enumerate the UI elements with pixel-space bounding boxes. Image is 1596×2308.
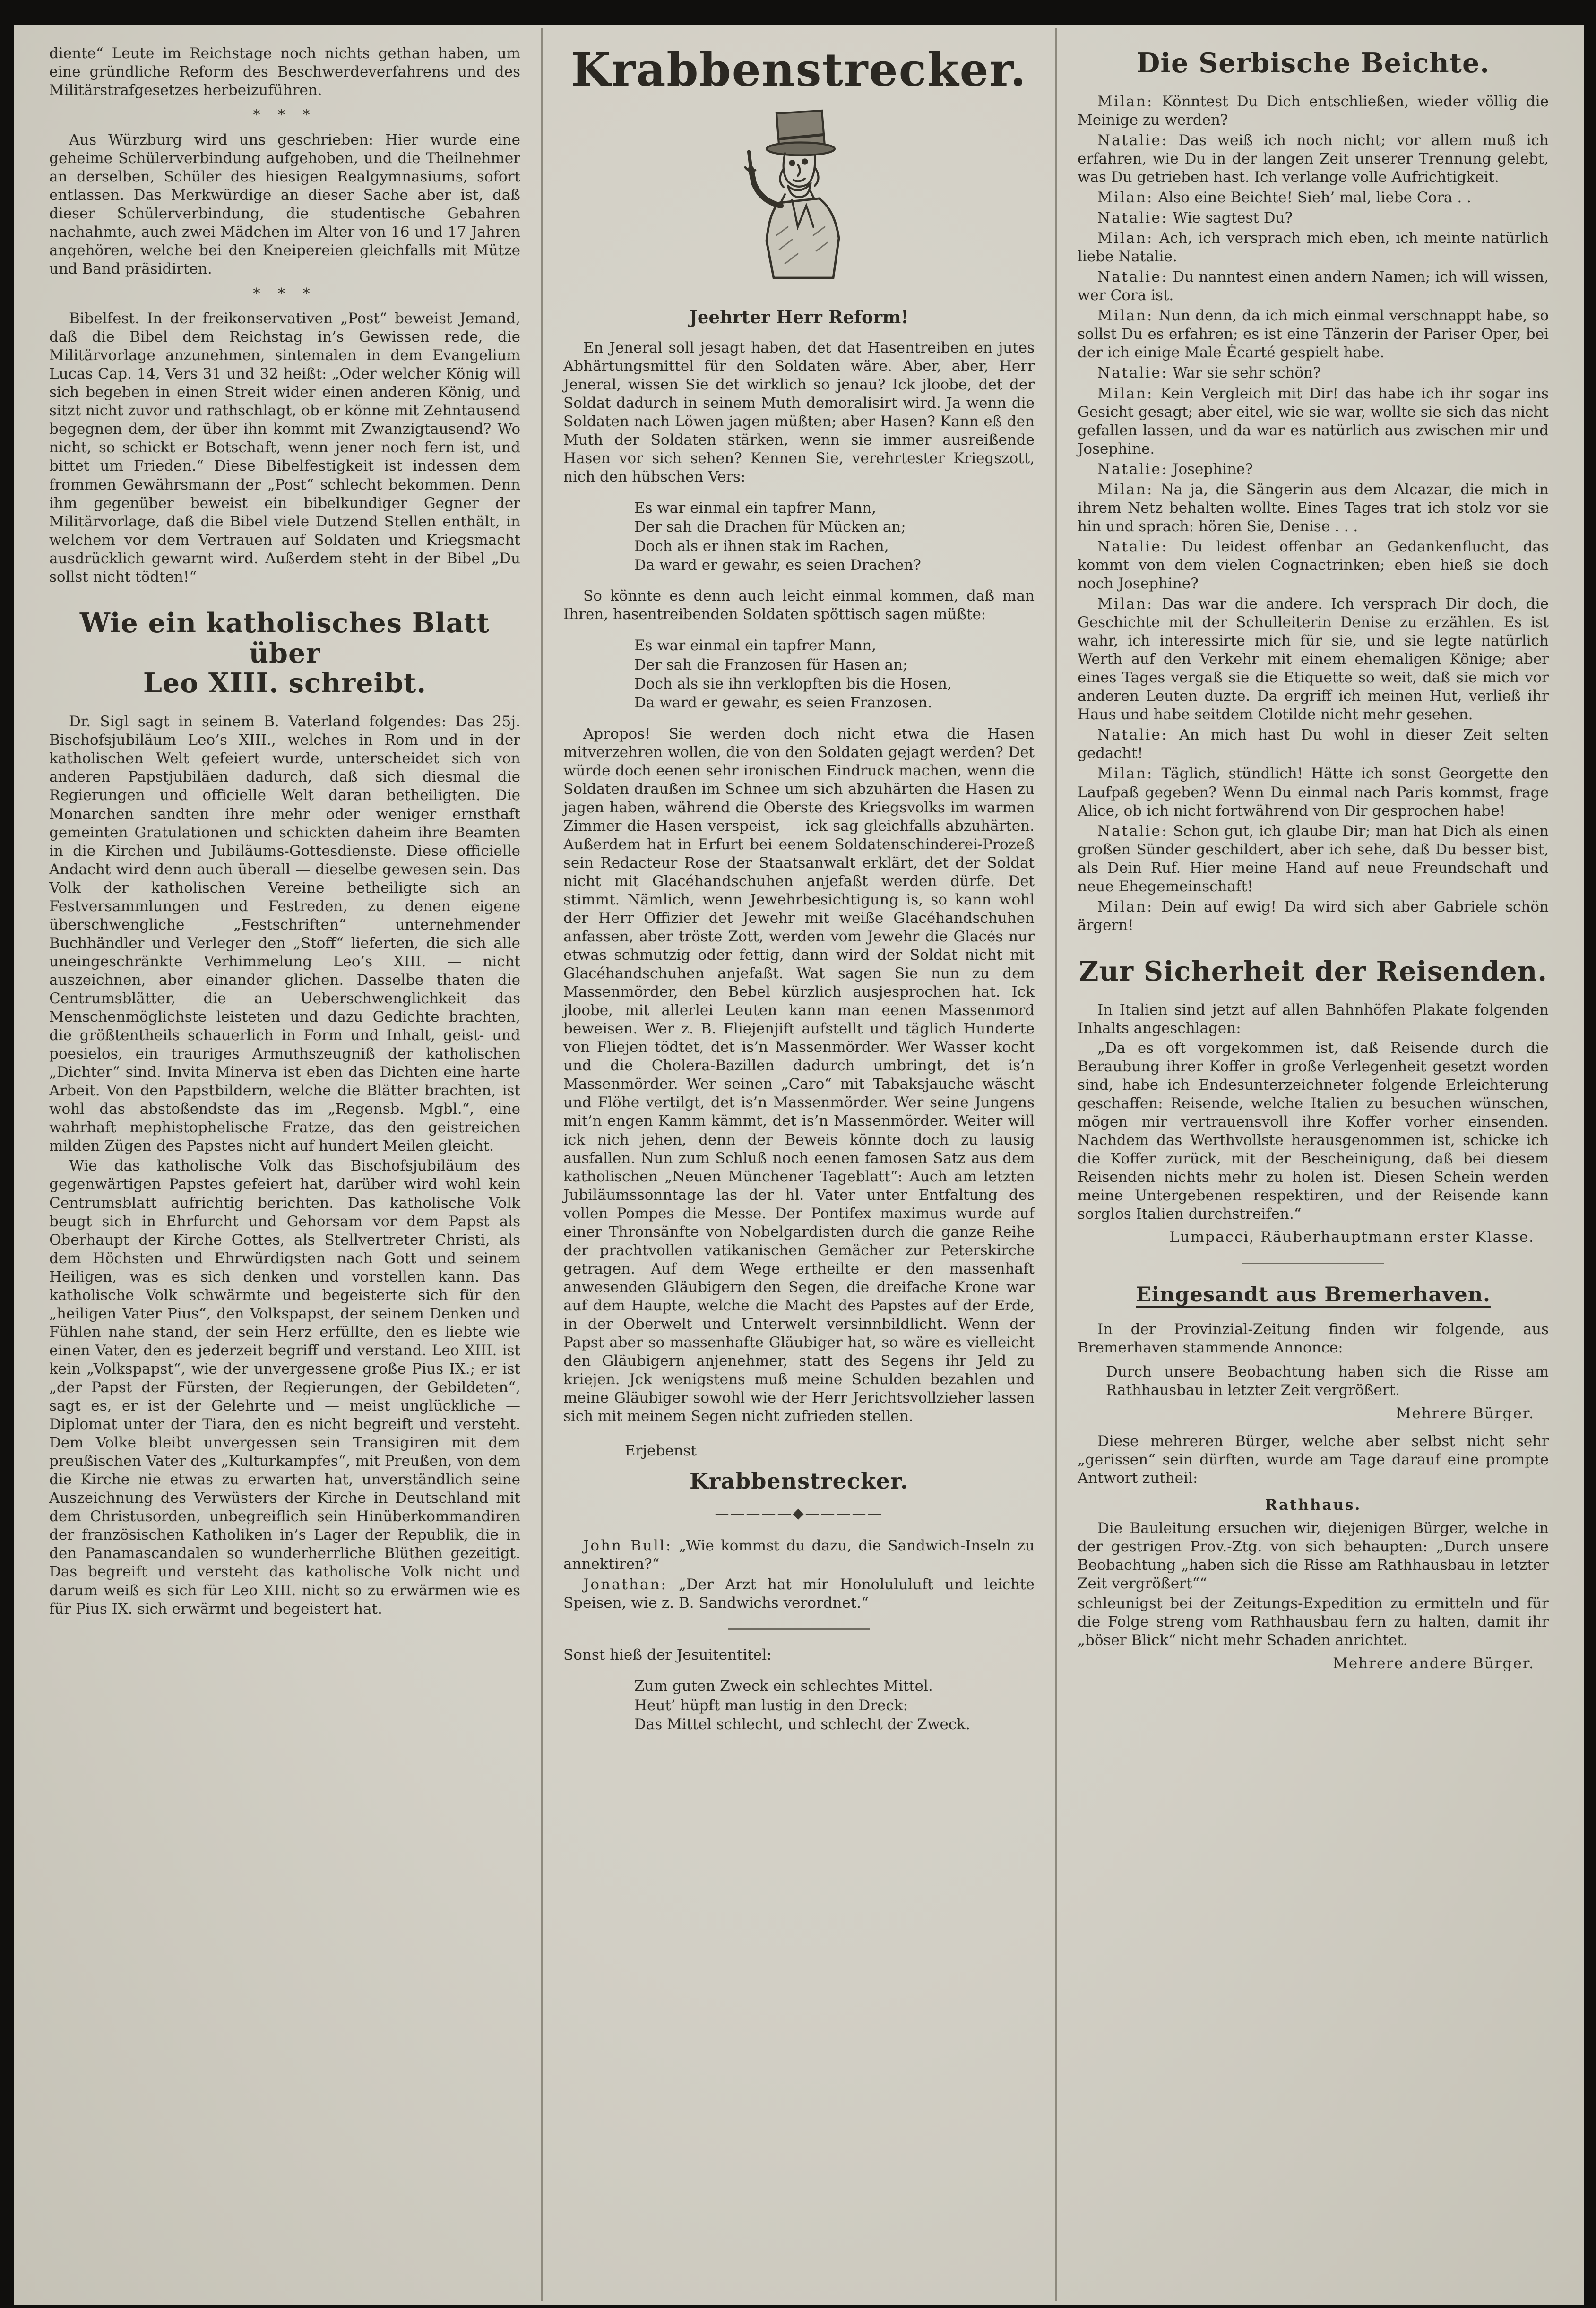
joke-paragraph: [563, 1537, 1035, 1574]
asterism-separator: * * *: [253, 107, 317, 124]
paragraph: Bibelfest. In der freikonservativen „Post“ beweist Jemand, daß die Bibel dem Reichstag in’s Gewissen rede, die Militärvorlage anzunehmen, sintemalen in dem Evangelium Lucas Cap. 14, Vers 31 und 32 heißt: „Oder welcher König will sich begeben in einen Streit wider einen anderen König, und sitzt nicht zuvor und rathschlagt, ob er könne mit Zehntausend begegnen dem, der über ihn kommt mit Zwanzigtausend? Wo nicht, so schickt er Botschaft, wenn jener noch fern ist, und bittet um Frieden.“ Diese Bibelfestigkeit ist indessen dem frommen Gewährsmann der „Post“ schlecht bekommen. Denn ihm gegenüber beweist ein bibelkundiger Gegner der Militärvorlage, daß die Bibel viele Dutzend Stellen enthält, in welchem vor dem Vertrauen auf Soldaten und Kriegsmacht ausdrücklich gewarnt wird. Außerdem steht in der Bibel „Du sollst nicht tödten!“: [49, 310, 520, 586]
speaker-text: Wie sagtest Du?: [1168, 209, 1293, 227]
speaker-name: Natalie:: [1097, 822, 1168, 840]
dialogue-line: [1078, 189, 1549, 207]
middle-column: [541, 28, 1055, 2301]
speaker-name: Natalie:: [1097, 538, 1168, 555]
article-heading-beichte: Die Serbische Beichte.: [1136, 47, 1490, 79]
speaker-name: Milan:: [1097, 230, 1154, 247]
paragraph: Apropos! Sie werden doch nicht etwa die Hasen mitverzehren wollen, die von den Soldaten gejagt werden? Det würde doch eenen sehr ironischen Eindruck machen, wenn die Soldaten draußen im Schnee um sich abzuhärten die Hasen zu jagen haben, während die Oberste des Kriegsvolks im warmen Zimmer die Hasen verspeist, — ick sag gleichfalls abzuhärten. Außerdem hat in Erfurt bei eenem Soldatenschinderei-Prozeß sein Redacteur Rose der Staatsanwalt erklärt, det der Soldat nicht mit Glacéhandschuhen anjefaßt werden dürfe. Det stimmt. Nämlich, wenn Jewehrbesichtigung is, so kann wohl der Herr Offizier det Jewehr mit weiße Glacéhandschuhen anfassen, aber tröste Zott, werden vom Jewehr die Glacés nur etwas schmutzig oder fettig, dann wird der Soldat nicht mit Glacéhandschuhen anjefaßt. Wat sagen Sie nun zu dem Massenmörder, den Bebel kürzlich ausjesprochen hat. Ick jloobe, mit allerlei Leuten kann man eenen Massenmord beweisen. Wer z. B. Fliejenjift aufstellt und täglich Hunderte von Fliejen tödtet, det is’n Massenmörder. Wer Wasser kocht und die Cholera-Bazillen dadurch umbringt, det is’n Massenmörder. Wer seinen „Caro“ mit Tabaksjauche wäscht und Flöhe vertilgt, det is’n Massenmörder. Wer seine Jungens mit’n engen Kamm kämmt, det is’n Massenmörder. Weiter will ick nich jehen, denn der Beweis könnte doch zu lausig ausfallen. Nun zum Schluß noch eenen famosen Satz aus dem katholischen „Neuen Münchener Tageblatt“: Auch am letzten Jubiläumssonntage las der hl. Vater unter Entfaltung des vollen Pompes die Messe. Der Pontifex maximus wurde auf einer Thronsänfte von Nobelgardisten durch die ganze Reihe der prachtvollen vatikanischen Gemächer zur Peterskirche getragen. Auf dem Wege ertheilte er den massenhaft anwesenden Gläubigern den Segen, die dreifache Krone war auf dem Haupte, welche die Macht des Papstes auf der Erde, in der Oberwelt und Unterwelt versinnbildlicht. Wenn der Papst aber so massenhafte Gläubiger hat, so wäre es vielleicht den Gläubigern anjenehmer, statt des Segens ihr Jeld zu kriejen. Jck wenigstens muß meine Schulden bezahlen und meine Gläubiger sowohl wie der Herr Jerichtsvollzieher lassen sich mit meinem Segen nicht zufrieden stellen.: [563, 725, 1035, 1425]
column-layout: [14, 25, 1584, 2305]
paragraph: In der Provinzial-Zeitung finden wir folgende, aus Bremerhaven stammende Annonce:: [1078, 1320, 1549, 1356]
signature-line: Lumpacci, Räuberhauptmann erster Klasse.: [1169, 1229, 1535, 1246]
dialogue-line: [1078, 385, 1549, 458]
speaker-name: Natalie:: [1097, 364, 1168, 382]
page-title: Krabbenstrecker.: [571, 43, 1027, 96]
article-heading-reisende: Zur Sicherheit der Reisenden.: [1078, 955, 1548, 987]
letter-salutation: Jeehrter Herr Reform!: [689, 307, 909, 328]
speaker-text: Dein auf ewig! Da wird sich aber Gabriele schön ärgern!: [1078, 898, 1549, 934]
speaker-text: Das weiß ich noch nicht; vor allem muß ich erfahren, wie Du in der langen Zeit unserer Trennung gelebt, was Du getrieben hast. Ich verlange volle Aufrichtigkeit.: [1078, 131, 1549, 186]
ornament-divider: —————◆—————: [715, 1505, 883, 1522]
speaker-name: Milan:: [1097, 595, 1154, 613]
paragraph: En Jeneral soll jesagt haben, det dat Hasentreiben en jutes Abhärtungsmittel für den Soldaten wäre. Aber, aber, Herr Jeneral, wissen Sie det wirklich so jenau? Ick jloobe, det der Soldat dadurch in seinem Muth demoralisirt wird. Ja wenn die Soldaten nach Löwen jagen müßten; aber Hasen? Kann eß den Muth der Soldaten stärken, wenn sie immer ausreißende Hasen vor sich sehen? Kennen Sie, verehrtester Kriegszott, nich den hübschen Vers:: [563, 339, 1035, 485]
speaker-name: Natalie:: [1097, 726, 1168, 744]
verse-line: Doch als er ihnen stak im Rachen,: [634, 537, 889, 555]
paper-sheet: [14, 25, 1584, 2305]
speaker-text: Das war die andere. Ich versprach Dir doch, die Geschichte mit der Schulleiterin Denise zu erzählen. Es ist wahr, ich interessirte mich für sie, und sie legte natürlich Werth auf den Verkehr mit einem ehemaligen Könige; aber eines Tages vergaß sie die Etiquette so weit, daß sie mich vor anderen Leuten duzte. Da ergriff ich meinen Hut, verließ ihr Haus und habe seitdem Clotilde nicht mehr gesehen.: [1078, 595, 1549, 723]
dialogue-line: [1078, 209, 1549, 227]
speaker-name: John Bull:: [583, 1537, 673, 1555]
verse-line: Zum guten Zweck ein schlechtes Mittel.: [634, 1678, 933, 1695]
letter-valediction: Erjebenst: [625, 1442, 697, 1460]
paragraph: Diese mehreren Bürger, welche aber selbst nicht sehr „gerissen“ sein dürften, wurde am Tage darauf eine prompte Antwort zutheil:: [1078, 1432, 1549, 1487]
speaker-text: Du leidest offenbar an Gedankenflucht, das kommt von dem vielen Cognactrinken; eben hieß sie doch noch Josephine?: [1078, 538, 1549, 592]
rule-divider: [1242, 1263, 1384, 1264]
speaker-text: Also eine Beichte! Sieh’ mal, liebe Cora . .: [1153, 189, 1471, 207]
article-heading-bremerhaven: Eingesandt aus Bremerhaven.: [1136, 1283, 1491, 1307]
speaker-text: Schon gut, ich glaube Dir; man hat Dich als einen großen Sünder geschildert, aber ich sehe, daß Du besser bist, als Dein Ruf. Hier meine Hand auf neue Freundschaft und neue Ehegemeinschaft!: [1078, 822, 1549, 895]
signature-line: Mehrere Bürger.: [1396, 1404, 1535, 1422]
speaker-text: Du nanntest einen andern Namen; ich will wissen, wer Cora ist.: [1078, 268, 1549, 304]
speaker-text: Könntest Du Dich entschließen, wieder völlig die Meinige zu werden?: [1078, 93, 1549, 129]
letter-signature: Krabbenstrecker.: [690, 1468, 908, 1494]
man-with-top-hat-icon: [714, 105, 884, 289]
sub-heading: Rathhaus.: [1265, 1496, 1362, 1514]
dialogue-line: [1078, 898, 1549, 935]
dialogue-line: [1078, 307, 1549, 362]
right-column: [1055, 28, 1570, 2301]
dialogue-line: [1078, 93, 1549, 129]
verse-line: Da ward er gewahr, es seien Franzosen.: [634, 694, 932, 712]
speaker-name: Milan:: [1097, 765, 1154, 783]
verse-line: Doch als sie ihn verklopften bis die Hosen,: [634, 675, 952, 692]
verse-line: Es war einmal ein tapfrer Mann,: [634, 637, 877, 655]
dialogue-line: [1078, 822, 1549, 896]
dialogue-line: [1078, 364, 1549, 382]
dialogue-line: [1078, 229, 1549, 266]
heading-line: Leo XIII. schreibt.: [143, 667, 427, 699]
heading-line: Wie ein katholisches Blatt über: [79, 607, 490, 669]
speaker-name: Milan:: [1097, 307, 1154, 325]
dialogue-line: [1078, 268, 1549, 305]
verse-line: Der sah die Franzosen für Hasen an;: [634, 656, 908, 673]
paragraph: So könnte es denn auch leicht einmal kommen, daß man Ihren, hasentreibenden Soldaten spöttisch sagen müßte:: [563, 587, 1035, 623]
speaker-name: Natalie:: [1097, 460, 1168, 478]
speaker-name: Natalie:: [1097, 209, 1168, 227]
speaker-text: Kein Vergleich mit Dir! das habe ich ihr sogar ins Gesicht gesagt; aber eitel, wie sie war, wollte sie sich das nicht gefallen lassen, und da war es natürlich aus zwischen mir und Josephine.: [1078, 385, 1549, 457]
paragraph: diente“ Leute im Reichstage noch nichts gethan haben, um eine gründliche Reform des Beschwerdeverfahrens und des Militärstrafgesetzes herbeizuführen.: [49, 45, 520, 99]
verse-franzosen: [634, 636, 1035, 712]
speaker-name: Milan:: [1097, 385, 1154, 402]
dialogue-line: [1078, 765, 1549, 820]
speaker-text: Nun denn, da ich mich einmal verschnappt habe, so sollst Du es erfahren; es ist eine Tänzerin der Pariser Oper, bei der ich einige Male Écarté gespielt habe.: [1078, 307, 1549, 362]
krabbenstrecker-illustration: [714, 105, 884, 294]
joke-paragraph: [563, 1576, 1035, 1612]
speaker-text: Ach, ich versprach mich eben, ich meinte natürlich liebe Natalie.: [1078, 230, 1549, 266]
speaker-text: An mich hast Du wohl in dieser Zeit selten gedacht!: [1078, 726, 1549, 762]
speaker-text: Josephine?: [1168, 460, 1253, 478]
verse-drachen: [634, 499, 1035, 575]
speaker-name: Jonathan:: [583, 1576, 667, 1593]
paragraph: „Da es oft vorgekommen ist, daß Reisende durch die Beraubung ihrer Koffer in große Verlegenheit gesetzt worden sind, habe ich Endesunterzeichneter folgende Erleichterung geschaffen: Reisende, welche Italien zu besuchen wünschen, mögen mir vertrauensvoll ihre Koffer vorher einsenden. Nachdem das Werthvollste herausgenommen ist, schicke ich die Koffer zurück, mit der Bescheinigung, daß bei diesem Reisenden nichts mehr zu holen ist. Diesen Schein werden meine Untergebenen respektiren, und der Reisende kann sorglos Italien durchstreifen.“: [1078, 1039, 1549, 1223]
paragraph: Dr. Sigl sagt in seinem B. Vaterland folgendes: Das 25j. Bischofsjubiläum Leo’s XIII., welches in Rom und in der katholischen Welt gefeiert wurde, unterscheidet sich von anderen Papstjubiläen dadurch, daß sich diesmal die Regierungen und officielle Welt daran betheiligten. Die Monarchen sandten ihre mehr oder weniger ernsthaft gemeinten Gratulationen und schickten daheim ihre Beamten in die Kirchen und Jubiläums-Gottesdienste. Diese officielle Andacht wird denn auch überall — dieselbe gewesen sein. Das Volk der katholischen Vereine betheiligte sich an Festversammlungen und Festreden, zu denen eigene überschwengliche „Festschriften“ unternehmender Buchhändler und Verleger den „Stoff“ lieferten, die sich alle uneingeschränkte Verhimmelung Leo’s XIII. — nicht auszeichnen, aber einander glichen. Dasselbe thaten die Centrumsblätter, die an Ueberschwenglichkeit das Menschenmöglichste leisteten und dazu Gedichte brachten, die größtentheils schauerlich in Form und Inhalt, geist- und poesielos, ein trauriges Armuthszeugniß der katholischen „Dichter“ sind. Invita Minerva ist eben das Dichten eine harte Arbeit. Von den Papstbildern, welche die Blätter brachten, ist wohl das abstoßendste das im „Regensb. Mgbl.“, eine wahrhaft mephistophelische Fratze, das den geistreichen milden Zügen des Papstes nicht auf hundert Meilen gleicht.: [49, 713, 520, 1155]
signature-line: Mehrere andere Bürger.: [1333, 1655, 1535, 1672]
paragraph: Die Bauleitung ersuchen wir, diejenigen Bürger, welche in der gestrigen Prov.-Ztg. von sich behaupten: „Durch unsere Beobachtung „haben sich die Risse am Rathhausbau in letzter Zeit vergrößert““: [1078, 1519, 1549, 1593]
speaker-name: Natalie:: [1097, 268, 1168, 286]
dialogue-line: [1078, 726, 1549, 763]
speaker-text: Täglich, stündlich! Hätte ich sonst Georgette den Laufpaß gegeben? Wenn Du einmal nach Paris kommst, frage Alice, ob ich nicht fortwährend von Dir gesprochen habe!: [1078, 765, 1549, 819]
speaker-text: Na ja, die Sängerin aus dem Alcazar, die mich in ihrem Netz behalten wollte. Eines Tages trat ich stolz vor sie hin und sprach: hören Sie, Denise . . .: [1078, 481, 1549, 535]
verse-line: Da ward er gewahr, es seien Drachen?: [634, 556, 921, 574]
speaker-name: Milan:: [1097, 481, 1154, 498]
speaker-name: Milan:: [1097, 898, 1154, 915]
speaker-text: „Der Arzt hat mir Honolululuft und leichte Speisen, wie z. B. Sandwichs verordnet.“: [563, 1576, 1035, 1612]
left-column: [28, 28, 541, 2301]
annonce-text: Durch unsere Beobachtung haben sich die Risse am Rathhausbau in letzter Zeit vergrößert.: [1106, 1363, 1549, 1399]
dialogue-line: [1078, 131, 1549, 187]
dialogue-line: [1078, 595, 1549, 724]
verse-jesuitentitel: [634, 1677, 1035, 1734]
paragraph: In Italien sind jetzt auf allen Bahnhöfen Plakate folgenden Inhalts angeschlagen:: [1078, 1001, 1549, 1037]
article-heading-leo-xiii: [49, 608, 520, 698]
rule-divider: [728, 1628, 870, 1630]
paragraph: Wie das katholische Volk das Bischofsjubiläum des gegenwärtigen Papstes gefeiert hat, darüber wird wohl kein Centrumsblatt aufrichtig berichten. Das katholische Volk beugt sich in Ehrfurcht und Gehorsam vor dem Papst als Oberhaupt der Kirche Gottes, als Stellvertreter Christi, als dem Höchsten und Ehrwürdigsten nach Gott und seinem Heiligen, was es sich denken und vorstellen kann. Das katholische Volk schwärmte und begeisterte sich für den „heiligen Vater Pius“, den Volkspapst, der seinem Denken und Fühlen nahe stand, der sein Herz erfüllte, den es liebte wie einen Vater, den es jederzeit begriff und verstand. Leo XIII. ist kein „Volkspapst“, wie der unvergessene große Pius IX.; er ist „der Papst der Fürsten, der Regierungen, der Gebildeten“, sagt es, er ist der Gelehrte und — meist unglückliche — Diplomat unter der Tiara, den es nicht begreift und versteht. Dem Volke bleibt unvergessen sein Transigiren mit dem preußischen Vater des „Kulturkampfes“, mit Preußen, von dem die Kirche nie etwas zu erwarten hat, unverständlich seine Auszeichnung des Verwüsters der Kirche in Deutschland mit dem Christusorden, unbegreiflich sein Hinüberkommandiren der französischen Katholiken in’s Lager der Republik, die in den Panamascandalen so wunderherrliche Blüthen gezeitigt. Das begreift und versteht das katholische Volk nicht und darum weiß es sich für Leo XIII. nicht so zu erwärmen wie es für Pius IX. sich erwärmt und begeistert hat.: [49, 1157, 520, 1618]
speaker-text: „Wie kommst du dazu, die Sandwich-Inseln zu annektiren?“: [563, 1537, 1035, 1573]
speaker-name: Milan:: [1097, 93, 1154, 110]
joke-intro: Sonst hieß der Jesuitentitel:: [563, 1646, 772, 1664]
verse-line: Der sah die Drachen für Mücken an;: [634, 518, 906, 536]
speaker-text: War sie sehr schön?: [1168, 364, 1321, 382]
verse-line: Heut’ hüpft man lustig in den Dreck:: [634, 1697, 908, 1714]
dialogue-line: [1078, 460, 1549, 479]
verse-line: Das Mittel schlecht, und schlecht der Zweck.: [634, 1715, 970, 1733]
asterism-separator: * * *: [253, 285, 317, 302]
speaker-name: Natalie:: [1097, 131, 1168, 149]
paragraph: Aus Würzburg wird uns geschrieben: Hier wurde eine geheime Schülerverbindung aufgehoben, und die Theilnehmer an derselben, Schüler des hiesigen Realgymnasiums, sofort entlassen. Das Merkwürdige an dieser Sache aber ist, daß dieser Schülerverbindung, die studentische Gebahren nachahmte, auch zwei Mädchen im Alter von 16 und 17 Jahren angehören, welche bei den Kneipereien gleichfalls mit Mütze und Band präsidirten.: [49, 131, 520, 278]
dialogue-line: [1078, 538, 1549, 593]
dialogue-line: [1078, 481, 1549, 536]
verse-line: Es war einmal ein tapfrer Mann,: [634, 499, 877, 517]
speaker-name: Milan:: [1097, 189, 1154, 207]
paragraph: schleunigst bei der Zeitungs-Expedition zu ermitteln und für die Folge streng vom Rathhausbau fern zu halten, damit ihr „böser Blick“ nicht mehr Schaden anrichtet.: [1078, 1595, 1549, 1649]
